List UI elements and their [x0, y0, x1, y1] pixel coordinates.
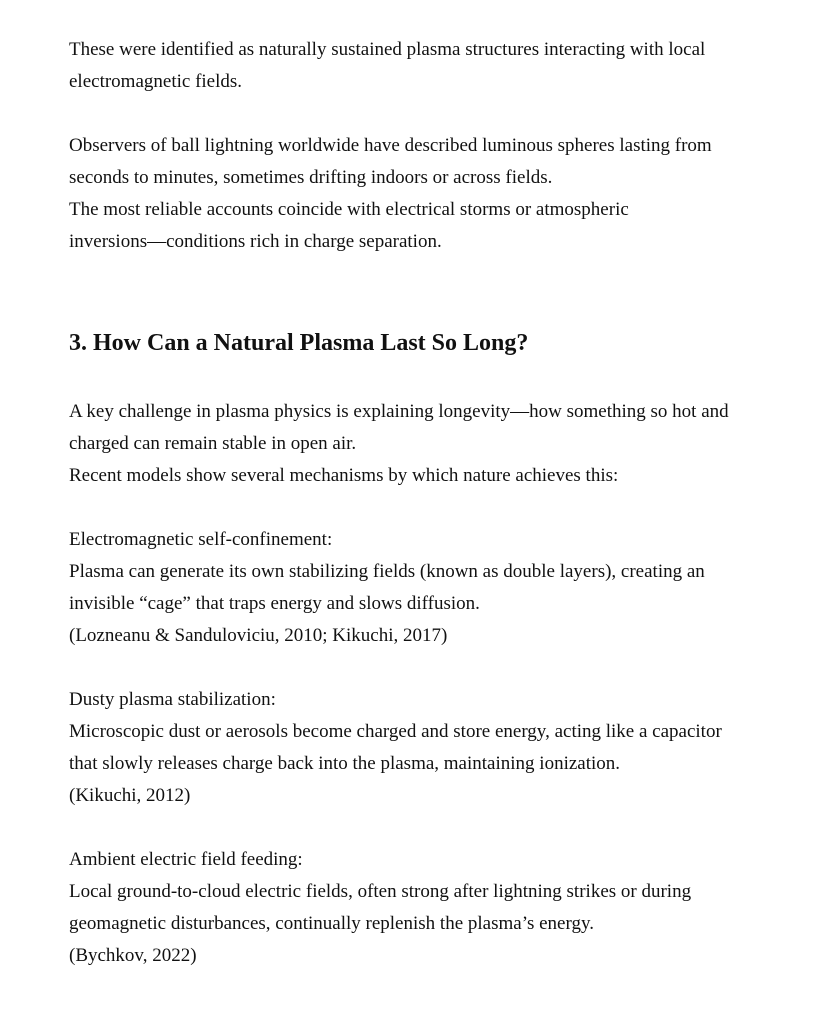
article-body — [69, 34, 789, 972]
mechanism-dusty-plasma — [69, 684, 789, 812]
mechanism-title: Ambient electric field feeding: — [69, 849, 303, 870]
text-line: geomagnetic disturbances, continually replenish the plasma’s energy. — [69, 913, 594, 934]
text-line: electromagnetic fields. — [69, 71, 243, 92]
section-heading: 3. How Can a Natural Plasma Last So Long? — [69, 330, 529, 356]
text-line: inversions—conditions rich in charge separation. — [69, 231, 442, 252]
paragraph-plasma-structures — [69, 34, 789, 98]
text-line: These were identified as naturally sustained plasma structures interacting with local — [69, 39, 706, 60]
text-line: Plasma can generate its own stabilizing fields (known as double layers), creating an — [69, 561, 705, 582]
text-line: Microscopic dust or aerosols become charged and store energy, acting like a capacitor — [69, 721, 722, 742]
mechanism-title: Dusty plasma stabilization: — [69, 689, 276, 710]
text-line: invisible “cage” that traps energy and slows diffusion. — [69, 593, 480, 614]
text-line: seconds to minutes, sometimes drifting indoors or across fields. — [69, 167, 553, 188]
mechanism-self-confinement — [69, 524, 789, 652]
text-line: The most reliable accounts coincide with electrical storms or atmospheric — [69, 199, 629, 220]
paragraph-key-challenge — [69, 396, 789, 492]
paragraph-observers — [69, 130, 789, 258]
citation: (Kikuchi, 2012) — [69, 785, 191, 806]
citation: (Lozneanu & Sanduloviciu, 2010; Kikuchi, 2017) — [69, 625, 448, 646]
citation: (Bychkov, 2022) — [69, 945, 197, 966]
text-line: A key challenge in plasma physics is explaining longevity—how something so hot and — [69, 401, 729, 422]
text-line: charged can remain stable in open air. — [69, 433, 357, 454]
text-line: Recent models show several mechanisms by which nature achieves this: — [69, 465, 619, 486]
text-line: that slowly releases charge back into the plasma, maintaining ionization. — [69, 753, 621, 774]
text-line: Observers of ball lightning worldwide have described luminous spheres lasting from — [69, 135, 712, 156]
mechanism-field-feeding — [69, 844, 789, 972]
text-line: Local ground-to-cloud electric fields, often strong after lightning strikes or during — [69, 881, 692, 902]
mechanism-title: Electromagnetic self-confinement: — [69, 529, 333, 550]
